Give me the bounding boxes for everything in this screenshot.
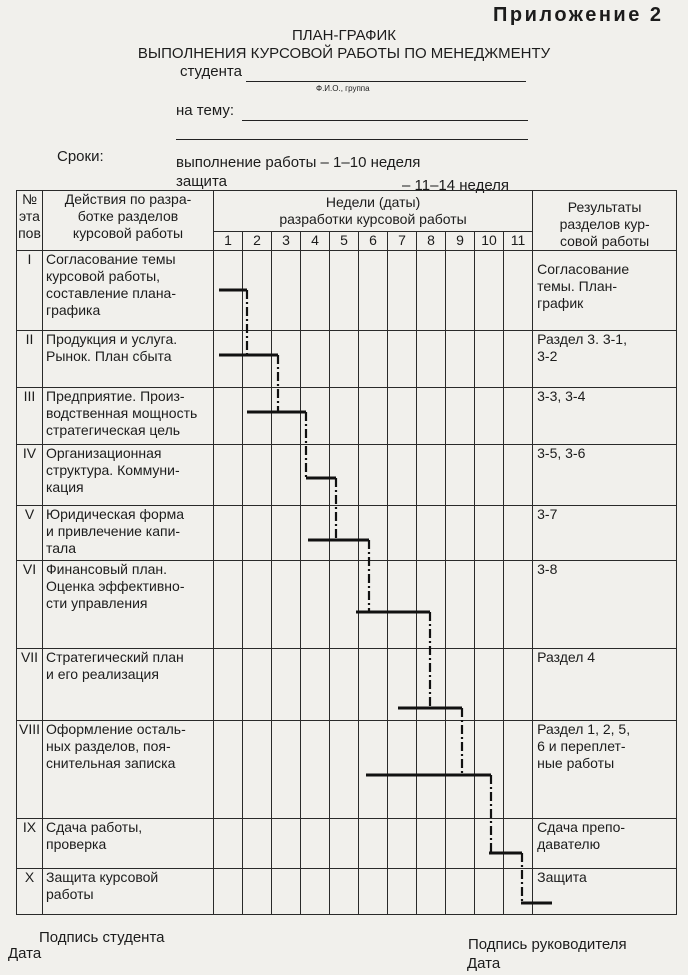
document-subtitle: ВЫПОЛНЕНИЯ КУРСОВОЙ РАБОТЫ ПО МЕНЕДЖМЕНТУ: [137, 45, 551, 62]
week-cell: [330, 561, 359, 649]
week-cell: [214, 869, 243, 915]
week-cell: [417, 506, 446, 561]
stage-action-line: ных разделов, поя-: [46, 738, 171, 754]
student-hint: Ф.И.О., группа: [316, 84, 370, 93]
week-cell: [417, 445, 446, 506]
stage-result-line: Раздел 4: [537, 649, 596, 665]
week-header-2: 2: [243, 232, 272, 251]
week-cell: [359, 506, 388, 561]
week-cell: [504, 331, 533, 388]
week-cell: [475, 561, 504, 649]
stage-result: [533, 331, 677, 388]
stage-action-line: Финансовый план.: [46, 561, 168, 577]
stage-result: [533, 251, 677, 331]
stage-action-line: графика: [46, 302, 101, 318]
week-cell: [330, 251, 359, 331]
week-cell: [388, 506, 417, 561]
schedule-table: [16, 190, 677, 915]
week-cell: [301, 445, 330, 506]
week-cell: [214, 388, 243, 445]
week-cell: [301, 561, 330, 649]
week-cell: [301, 819, 330, 869]
week-header-4: 4: [301, 232, 330, 251]
stage-row: [17, 649, 677, 721]
week-cell: [243, 445, 272, 506]
header-results: Результаты разделов кур- совой работы: [533, 191, 677, 251]
stage-action-line: и его реализация: [46, 666, 159, 682]
stage-result-line: 3-2: [537, 348, 558, 364]
stage-result: [533, 445, 677, 506]
week-cell: [359, 388, 388, 445]
stage-action-line: Согласование темы: [46, 251, 176, 267]
week-cell: [243, 649, 272, 721]
stage-action-line: снительная записка: [46, 755, 176, 771]
stage-action: [43, 331, 214, 388]
stage-row: [17, 445, 677, 506]
stage-action-line: структура. Коммуни-: [46, 462, 180, 478]
deadline-defense-label: защита: [176, 173, 227, 190]
week-cell: [359, 561, 388, 649]
stage-action-line: работы: [46, 886, 94, 902]
week-cell: [475, 331, 504, 388]
week-cell: [504, 649, 533, 721]
week-cell: [272, 251, 301, 331]
week-cell: [475, 869, 504, 915]
week-cell: [446, 445, 475, 506]
stage-action-line: Юридическая форма: [46, 506, 185, 522]
stage-result-line: ные работы: [537, 755, 615, 771]
stage-result-line: 3-7: [537, 506, 558, 522]
stage-result-line: 6 и переплет-: [537, 738, 626, 754]
supervisor-signature-label: Подпись руководителя: [468, 936, 627, 953]
deadline-defense-weeks: – 11–14 неделя: [402, 177, 510, 194]
stage-action: [43, 506, 214, 561]
stage-result: [533, 721, 677, 819]
student-label: студента: [180, 63, 242, 80]
week-cell: [446, 331, 475, 388]
week-header-11: 11: [504, 232, 533, 251]
stage-action-line: Защита курсовой: [46, 869, 159, 885]
week-cell: [504, 506, 533, 561]
week-header-3: 3: [272, 232, 301, 251]
header-stage-number: № эта пов: [17, 191, 43, 251]
week-cell: [475, 649, 504, 721]
stage-row: [17, 331, 677, 388]
week-cell: [504, 721, 533, 819]
stage-result: [533, 819, 677, 869]
stage-action-line: стратегическая цель: [46, 422, 181, 438]
week-header-8: 8: [417, 232, 446, 251]
stage-result-line: Раздел 1, 2, 5,: [537, 721, 631, 737]
week-cell: [301, 649, 330, 721]
week-cell: [330, 331, 359, 388]
week-cell: [417, 869, 446, 915]
stage-action-line: кация: [46, 479, 84, 495]
week-cell: [330, 388, 359, 445]
week-cell: [301, 331, 330, 388]
stage-result-line: Согласование: [537, 261, 630, 277]
week-cell: [301, 721, 330, 819]
week-cell: [417, 388, 446, 445]
stage-action-line: Оценка эффективно-: [46, 578, 185, 594]
week-cell: [388, 251, 417, 331]
week-cell: [272, 819, 301, 869]
stage-result: [533, 506, 677, 561]
stage-action: [43, 388, 214, 445]
week-cell: [475, 251, 504, 331]
week-cell: [243, 721, 272, 819]
week-cell: [272, 561, 301, 649]
week-cell: [359, 721, 388, 819]
week-cell: [214, 445, 243, 506]
week-header-7: 7: [388, 232, 417, 251]
stage-number: VIII: [17, 721, 43, 819]
stage-number: VII: [17, 649, 43, 721]
week-cell: [446, 721, 475, 819]
week-cell: [446, 251, 475, 331]
stage-number: IX: [17, 819, 43, 869]
week-cell: [388, 869, 417, 915]
stage-result: [533, 388, 677, 445]
week-cell: [359, 445, 388, 506]
stage-action: [43, 445, 214, 506]
stage-action-line: Продукция и услуга.: [46, 331, 178, 347]
week-cell: [359, 251, 388, 331]
week-cell: [214, 561, 243, 649]
stage-action: [43, 869, 214, 915]
week-cell: [388, 819, 417, 869]
stage-action-line: Оформление осталь-: [46, 721, 186, 737]
stage-action-line: водственная мощность: [46, 405, 198, 421]
stage-result-line: темы. План-: [537, 278, 618, 294]
stage-action: [43, 649, 214, 721]
stage-action-line: Организационная: [46, 445, 162, 461]
week-cell: [475, 819, 504, 869]
week-cell: [359, 869, 388, 915]
header-actions: Действия по разра- ботке разделов курсовой работы: [43, 191, 214, 251]
stage-row: [17, 388, 677, 445]
week-cell: [475, 445, 504, 506]
week-cell: [272, 506, 301, 561]
week-cell: [243, 869, 272, 915]
stage-result-line: Раздел 3. 3-1,: [537, 331, 627, 347]
week-cell: [330, 721, 359, 819]
week-cell: [214, 649, 243, 721]
stage-action-line: Стратегический план: [46, 649, 184, 665]
week-cell: [388, 561, 417, 649]
week-cell: [243, 251, 272, 331]
week-cell: [243, 331, 272, 388]
week-cell: [417, 721, 446, 819]
header-weeks: Недели (даты) разработки курсовой работы: [214, 191, 533, 232]
stage-result: [533, 869, 677, 915]
week-header-9: 9: [446, 232, 475, 251]
week-cell: [446, 388, 475, 445]
week-cell: [243, 561, 272, 649]
stage-result-line: давателю: [537, 836, 601, 852]
topic-label: на тему:: [176, 102, 234, 119]
stage-result: [533, 649, 677, 721]
stage-action-line: курсовой работы,: [46, 268, 161, 284]
week-cell: [330, 506, 359, 561]
stage-number: I: [17, 251, 43, 331]
stage-action-line: проверка: [46, 836, 107, 852]
week-cell: [417, 819, 446, 869]
stage-result-line: Защита: [537, 869, 587, 885]
stage-action-line: Рынок. План сбыта: [46, 348, 172, 364]
stage-row: [17, 561, 677, 649]
date-label-left: Дата: [8, 945, 42, 962]
week-cell: [330, 445, 359, 506]
week-header-1: 1: [214, 232, 243, 251]
stage-row: [17, 506, 677, 561]
deadlines-label: Сроки:: [57, 148, 104, 165]
week-cell: [272, 388, 301, 445]
week-cell: [475, 388, 504, 445]
stage-number: VI: [17, 561, 43, 649]
deadline-work: выполнение работы – 1–10 неделя: [176, 154, 421, 171]
stage-number: V: [17, 506, 43, 561]
week-cell: [301, 869, 330, 915]
week-cell: [417, 251, 446, 331]
week-header-5: 5: [330, 232, 359, 251]
week-cell: [301, 388, 330, 445]
week-cell: [388, 331, 417, 388]
stage-result: [533, 561, 677, 649]
week-cell: [243, 506, 272, 561]
stage-row: [17, 721, 677, 819]
week-cell: [359, 819, 388, 869]
week-cell: [446, 819, 475, 869]
stage-action: [43, 721, 214, 819]
stage-number: II: [17, 331, 43, 388]
week-cell: [214, 331, 243, 388]
week-cell: [359, 649, 388, 721]
stage-row: [17, 251, 677, 331]
stage-number: X: [17, 869, 43, 915]
week-cell: [330, 819, 359, 869]
week-cell: [504, 869, 533, 915]
topic-field-line-1: [242, 120, 528, 121]
week-cell: [446, 869, 475, 915]
week-cell: [504, 251, 533, 331]
student-signature-label: Подпись студента: [39, 929, 165, 946]
week-cell: [475, 506, 504, 561]
stage-action: [43, 819, 214, 869]
week-cell: [417, 649, 446, 721]
stage-result-line: 3-3, 3-4: [537, 388, 586, 404]
stage-action-line: и привлечение капи-: [46, 523, 181, 539]
stage-row: [17, 869, 677, 915]
student-field-line: [246, 81, 526, 82]
week-cell: [446, 649, 475, 721]
week-cell: [388, 445, 417, 506]
stage-result-line: 3-8: [537, 561, 558, 577]
week-cell: [417, 331, 446, 388]
topic-field-line-2: [176, 139, 528, 140]
week-cell: [272, 869, 301, 915]
stage-action-line: сти управления: [46, 595, 148, 611]
stage-row: [17, 819, 677, 869]
week-cell: [504, 561, 533, 649]
stage-result-line: Сдача препо-: [537, 819, 626, 835]
week-cell: [272, 721, 301, 819]
week-cell: [330, 869, 359, 915]
week-cell: [388, 721, 417, 819]
week-header-6: 6: [359, 232, 388, 251]
week-cell: [272, 331, 301, 388]
stage-action-line: Сдача работы,: [46, 819, 143, 835]
week-cell: [504, 445, 533, 506]
stage-result-line: 3-5, 3-6: [537, 445, 586, 461]
stage-number: IV: [17, 445, 43, 506]
stage-result-line: график: [537, 295, 584, 311]
stage-action: [43, 251, 214, 331]
document-title: ПЛАН-ГРАФИК: [291, 27, 396, 44]
week-cell: [272, 445, 301, 506]
date-label-right: Дата: [467, 955, 501, 972]
week-cell: [243, 388, 272, 445]
week-cell: [388, 388, 417, 445]
week-cell: [301, 506, 330, 561]
stage-number: III: [17, 388, 43, 445]
week-cell: [359, 331, 388, 388]
appendix-label: Приложение 2: [493, 4, 664, 26]
week-cell: [243, 819, 272, 869]
stage-action: [43, 561, 214, 649]
week-cell: [214, 251, 243, 331]
week-cell: [504, 819, 533, 869]
week-cell: [214, 506, 243, 561]
week-cell: [301, 251, 330, 331]
week-header-10: 10: [475, 232, 504, 251]
week-cell: [446, 561, 475, 649]
week-cell: [214, 819, 243, 869]
stage-action-line: Предприятие. Произ-: [46, 388, 185, 404]
week-cell: [388, 649, 417, 721]
week-cell: [475, 721, 504, 819]
stage-action-line: тала: [46, 540, 76, 556]
stage-action-line: составление плана-: [46, 285, 176, 301]
week-cell: [417, 561, 446, 649]
week-cell: [214, 721, 243, 819]
week-cell: [504, 388, 533, 445]
week-cell: [330, 649, 359, 721]
week-cell: [446, 506, 475, 561]
week-cell: [272, 649, 301, 721]
